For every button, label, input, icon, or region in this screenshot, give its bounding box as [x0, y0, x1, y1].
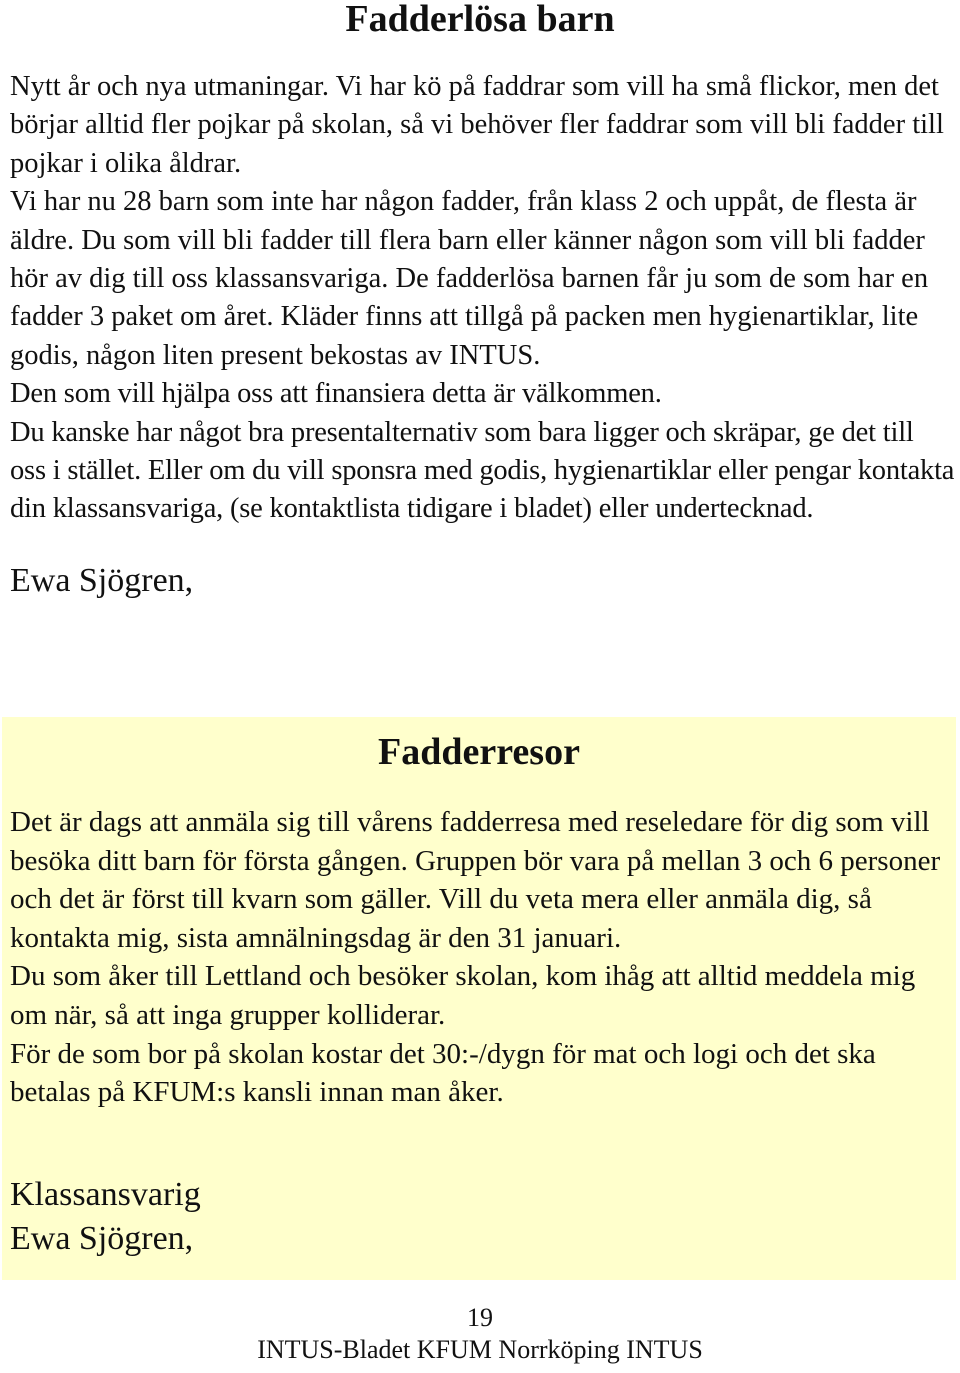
page-footer [0, 1302, 960, 1366]
article-title-fadderresor: Fadderresor [378, 731, 580, 773]
signature-name: Ewa Sjögren, [10, 1220, 194, 1257]
article-fadderlosa-barn [10, 68, 955, 603]
publication-name: INTUS-Bladet KFUM Norrköping INTUS [257, 1335, 703, 1364]
article-paragraph: För de som bor på skolan kostar det 30:-/dygn för mat och logi och det ska betalas på KFUM:s kansli innan man åker. [10, 1037, 876, 1109]
article-paragraph: Vi har nu 28 barn som inte har någon fadder, från klass 2 och uppåt, de flesta är äldre. Du som vill bli fadder till flera barn eller känner någon som vill bli fadder hör av dig till oss klassansvariga. De fadderlösa barnen får ju som de som har en fadder 3 paket om året. Kläder finns att tillgå på packen men hygienartiklar, lite godis, någon liten present bekostas av INTUS. [10, 186, 929, 371]
article-signature: Ewa Sjögren, [10, 561, 194, 599]
article-signature-block [10, 1173, 201, 1261]
article-paragraph: Det är dags att anmäla sig till vårens fadderresa med reseledare för dig som vill besöka ditt barn för första gången. Gruppen bör vara på mellan 3 och 6 personer och det är först till kvarn som gäller. Vill du veta mera eller anmäla dig, så kontakta mig, sista amnälningsdag är den 31 januari. [10, 806, 941, 954]
page-number: 19 [467, 1303, 493, 1332]
fadderresor-box [2, 717, 956, 1280]
article-paragraph: Du kanske har något bra presentalternativ som bara ligger och skräpar, ge det till oss i stället. Eller om du vill sponsra med godis, hygienartiklar eller pengar kontakta din klassansvariga, (se kontaktlista tidigare i bladet) eller undertecknad. [10, 416, 955, 525]
article-paragraph: Nytt år och nya utmaningar. Vi har kö på faddrar som vill ha små flickor, men det börjar alltid fler pojkar på skolan, så vi behöver fler faddrar som vill bli fadder till pojkar i olika åldrar. [10, 71, 944, 179]
article-fadderresor-text [10, 803, 952, 1112]
article-paragraph: Du som åker till Lettland och besöker skolan, kom ihåg att alltid meddela mig om när, så att inga grupper kolliderar. [10, 960, 916, 1031]
signature-role: Klassansvarig [10, 1176, 201, 1213]
article-title-fadderlosa-barn: Fadderlösa barn [345, 0, 615, 40]
article-paragraph: Den som vill hjälpa oss att finansiera detta är välkommen. [10, 378, 662, 410]
